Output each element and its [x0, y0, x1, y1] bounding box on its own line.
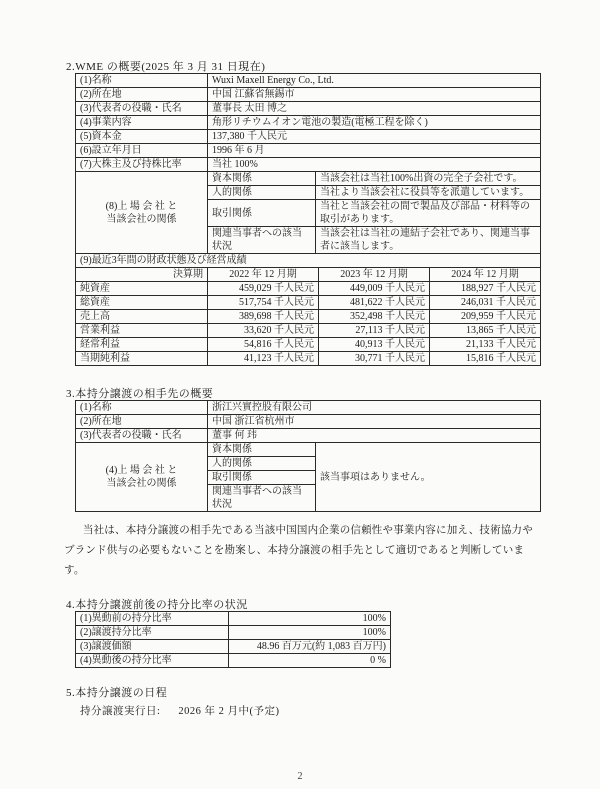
metric-value: 389,698 千人民元: [208, 310, 319, 324]
table-row: [76, 338, 541, 352]
period-header: 2022 年 12 月期: [208, 268, 319, 282]
relation-sublabel: 資本関係: [208, 172, 316, 186]
table-row: [76, 296, 541, 310]
table-row: [76, 429, 541, 443]
table-row: [76, 352, 541, 366]
financial-caption: (9)最近3年間の財政状態及び経営成績: [76, 254, 541, 268]
metric-value: 41,123 千人民元: [208, 352, 319, 366]
row-value: 浙江兴實控股有限公司: [208, 401, 541, 415]
metric-value: 54,816 千人民元: [208, 338, 319, 352]
relation-sublabel: 取引関係: [208, 471, 316, 485]
page-number: 2: [297, 771, 303, 782]
row-value: 董事 何 玮: [208, 429, 541, 443]
table-row: [76, 88, 541, 102]
metric-value: 30,771 千人民元: [319, 352, 430, 366]
table-row: [76, 626, 391, 640]
ownership-ratio-table: [75, 611, 391, 668]
metric-value: 40,913 千人民元: [319, 338, 430, 352]
table-row: [76, 310, 541, 324]
section3-heading: 3.本持分譲渡の相手先の概要: [66, 388, 214, 400]
table-row: [76, 172, 541, 186]
section4-heading: 4.本持分譲渡前後の持分比率の状況: [66, 599, 248, 611]
row-label: (3)譲渡価額: [76, 640, 229, 654]
relation-value: 当社より当該会社に役員等を派遣しています。: [316, 186, 541, 200]
row-label: (2)所在地: [76, 415, 208, 429]
metric-label: 総資産: [76, 296, 208, 310]
metric-value: 449,009 千人民元: [319, 282, 430, 296]
row-label: (1)名称: [76, 401, 208, 415]
row-label: (4)事業内容: [76, 116, 208, 130]
row-value: 0 %: [229, 654, 391, 668]
period-header: 2024 年 12 月期: [430, 268, 541, 282]
table-row: [76, 254, 541, 268]
row-value: Wuxi Maxell Energy Co., Ltd.: [208, 74, 541, 88]
table-row: [76, 640, 391, 654]
relation-sublabel: 関連当事者への該当状況: [208, 227, 316, 254]
row-value: 100%: [229, 612, 391, 626]
row-label: (3)代表者の役職・氏名: [76, 102, 208, 116]
schedule-label: 持分譲渡実行日:: [80, 706, 161, 717]
metric-label: 営業利益: [76, 324, 208, 338]
period-header: 2023 年 12 月期: [319, 268, 430, 282]
metric-value: 459,029 千人民元: [208, 282, 319, 296]
table-row: [76, 612, 391, 626]
metric-value: 188,927 千人民元: [430, 282, 541, 296]
table-row: [76, 74, 541, 88]
table-row: [76, 116, 541, 130]
table-row: [76, 443, 541, 457]
row-value: 董事長 太田 博之: [208, 102, 541, 116]
metric-value: 33,620 千人民元: [208, 324, 319, 338]
table-row: [76, 130, 541, 144]
row-value: 中国 浙江省杭州市: [208, 415, 541, 429]
section5-heading: 5.本持分譲渡の日程: [66, 687, 168, 699]
row-label: (1)異動前の持分比率: [76, 612, 229, 626]
row-label: (4)異動後の持分比率: [76, 654, 229, 668]
financial-caption-table: [75, 253, 541, 268]
row-value: 137,380 千人民元: [208, 130, 541, 144]
relation-label: (4)上 場 会 社 と 当該会社の関係: [76, 443, 208, 512]
table-header-row: [76, 268, 541, 282]
metric-value: 15,816 千人民元: [430, 352, 541, 366]
relation-value: 当該会社は当社100%出資の完全子会社です。: [316, 172, 541, 186]
metric-label: 当期純利益: [76, 352, 208, 366]
relation-sublabel: 人的関係: [208, 457, 316, 471]
table-row: [76, 324, 541, 338]
row-value: 中国 江蘇省無錫市: [208, 88, 541, 102]
wme-relation-table: [75, 171, 541, 254]
row-label: (5)資本金: [76, 130, 208, 144]
row-label: (1)名称: [76, 74, 208, 88]
relation-value: 当社と当該会社の間で製品及び部品・材料等の取引があります。: [316, 200, 541, 227]
wme-overview-table: [75, 73, 541, 172]
row-label: (6)設立年月日: [76, 144, 208, 158]
table-row: [76, 144, 541, 158]
relation-label: (8)上 場 会 社 と 当該会社の関係: [76, 172, 208, 254]
relation-sublabel: 関連当事者への該当状況: [208, 485, 316, 512]
schedule-value: 2026 年 2 月中(予定): [178, 706, 280, 717]
metric-value: 13,865 千人民元: [430, 324, 541, 338]
section2-heading: 2.WME の概要(2025 年 3 月 31 日現在): [66, 61, 266, 73]
metric-value: 481,622 千人民元: [319, 296, 430, 310]
metric-value: 27,113 千人民元: [319, 324, 430, 338]
metric-value: 246,031 千人民元: [430, 296, 541, 310]
table-row: [76, 401, 541, 415]
table-row: [76, 282, 541, 296]
metric-label: 売上高: [76, 310, 208, 324]
table-row: [76, 102, 541, 116]
metric-value: 209,959 千人民元: [430, 310, 541, 324]
relation-sublabel: 人的関係: [208, 186, 316, 200]
relation-sublabel: 資本関係: [208, 443, 316, 457]
metric-value: 21,133 千人民元: [430, 338, 541, 352]
row-value: 当社 100%: [208, 158, 541, 172]
row-label: (3)代表者の役職・氏名: [76, 429, 208, 443]
row-value: 48.96 百万元(約 1,083 百万円): [229, 640, 391, 654]
financial-table: [75, 267, 541, 366]
table-row: [76, 415, 541, 429]
metric-value: 352,498 千人民元: [319, 310, 430, 324]
row-label: (2)所在地: [76, 88, 208, 102]
period-label: 決算期: [76, 268, 208, 282]
relation-value: 当該会社は当社の連結子会社であり、関連当事者に該当します。: [316, 227, 541, 254]
row-value: 1996 年 6 月: [208, 144, 541, 158]
row-value: 角形リチウムイオン電池の製造(電極工程を除く): [208, 116, 541, 130]
row-label: (7)大株主及び持株比率: [76, 158, 208, 172]
table-row: [76, 654, 391, 668]
row-label: (2)譲渡持分比率: [76, 626, 229, 640]
counterparty-table: [75, 400, 541, 443]
table-row: [76, 158, 541, 172]
metric-value: 517,754 千人民元: [208, 296, 319, 310]
metric-label: 純資産: [76, 282, 208, 296]
row-value: 100%: [229, 626, 391, 640]
metric-label: 経常利益: [76, 338, 208, 352]
relation-merged-value: 該当事項はありません。: [316, 443, 541, 512]
schedule-line: [80, 705, 600, 719]
counterparty-relation-table: [75, 442, 541, 512]
counterparty-note: 当社は、本持分譲渡の相手先である当該中国国内企業の信頼性や事業内容に加え、技術協力やブランド供与の必要もないことを勘案し、本持分譲渡の相手先として適切であると判断しています。: [64, 525, 533, 576]
relation-sublabel: 取引関係: [208, 200, 316, 227]
